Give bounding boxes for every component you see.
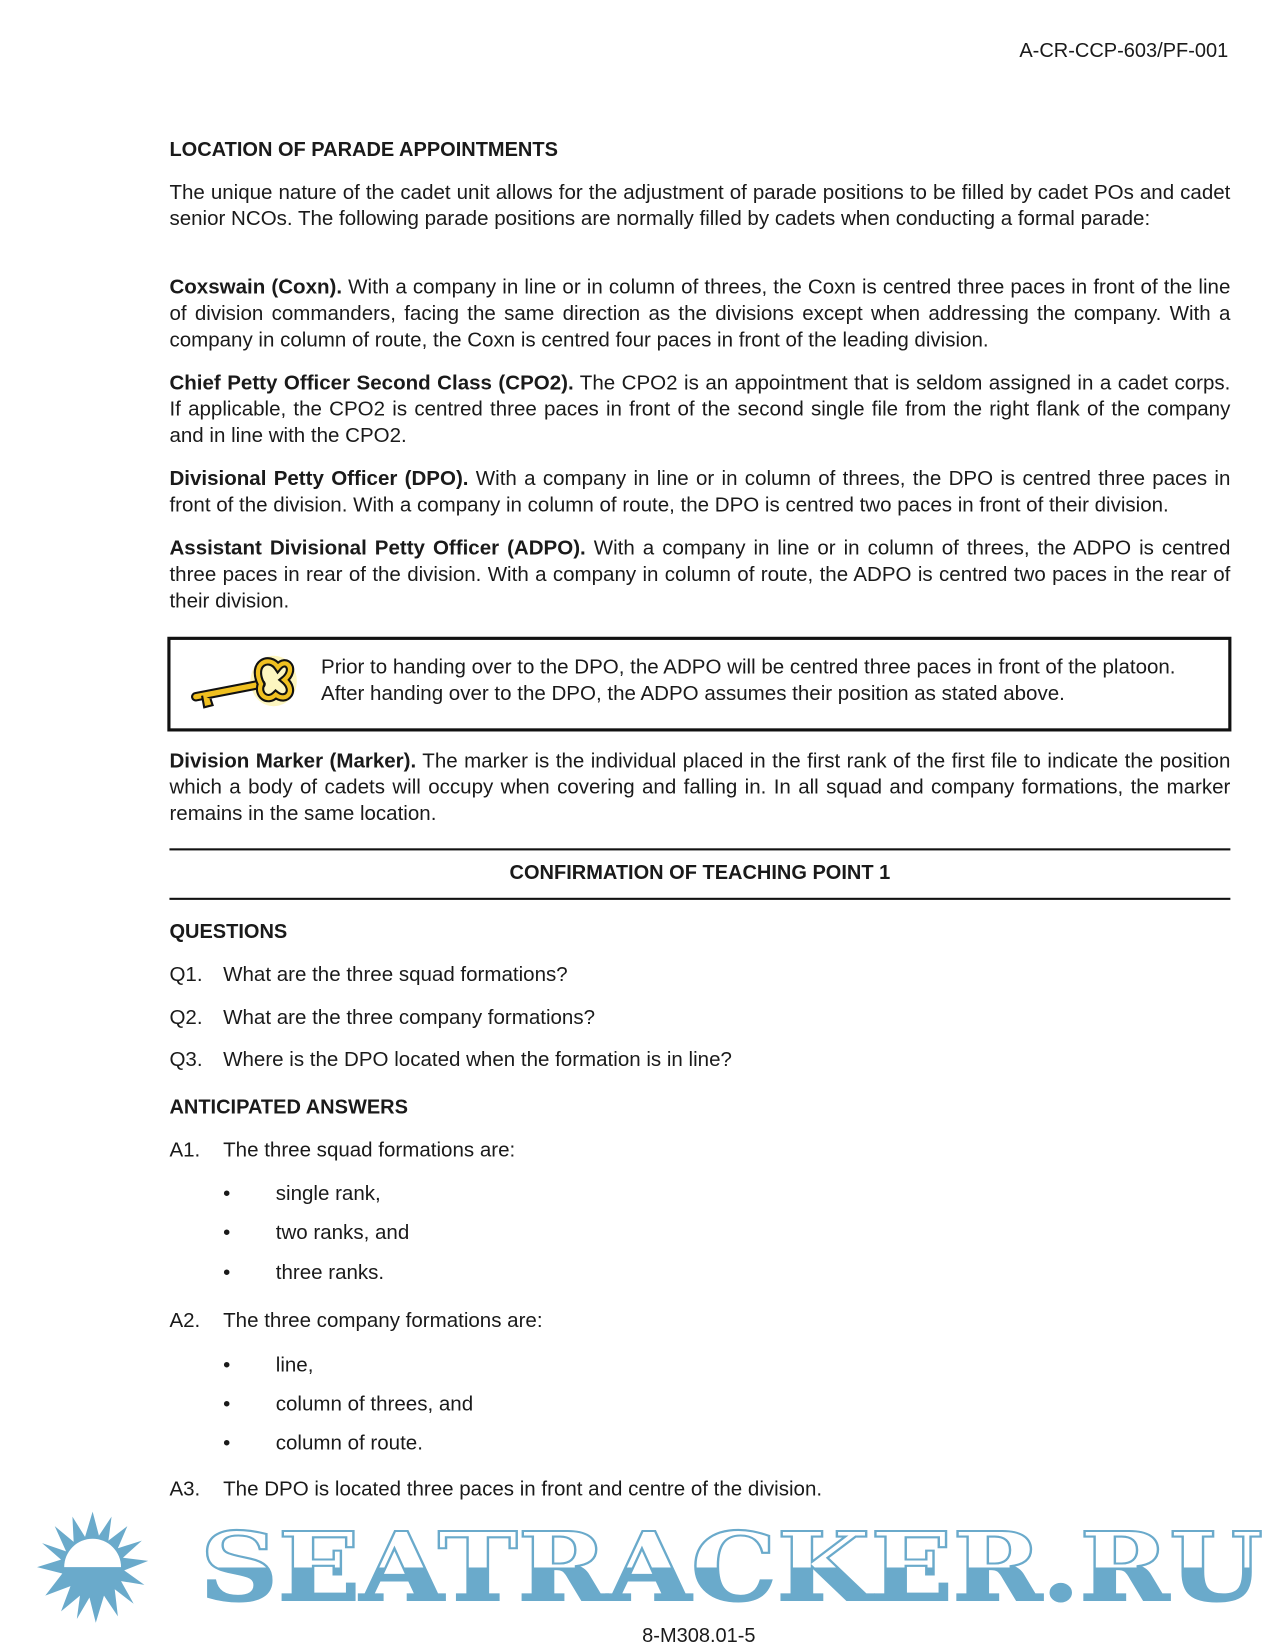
term: Coxswain (Coxn). bbox=[169, 275, 343, 299]
bullet: • bbox=[223, 1431, 231, 1455]
question-text: What are the three squad formations? bbox=[223, 963, 568, 987]
desc: The marker is the individual placed in the first rank of the first file to indicate the position which a body of cadets will occupy when covering and falling in. In all squad and company formations, the marker remains in the same location. bbox=[169, 749, 1231, 826]
sun-icon bbox=[37, 1512, 148, 1623]
divider bbox=[169, 848, 1230, 850]
answer-label: A2. bbox=[169, 1309, 201, 1333]
questions-heading: QUESTIONS bbox=[169, 920, 288, 944]
answer-text: The three squad formations are: bbox=[223, 1138, 516, 1162]
bullet-text: two ranks, and bbox=[275, 1220, 410, 1245]
intro-paragraph: The unique nature of the cadet unit allows for the adjustment of parade positions to be filled by cadet POs and cadet senior NCOs. The following parade positions are normally filled by cadets when conducting a formal parade: bbox=[169, 181, 1231, 231]
bullet: • bbox=[223, 1181, 231, 1206]
question-label: Q1. bbox=[169, 963, 203, 987]
bullet-text: single rank, bbox=[275, 1181, 381, 1206]
key-note-line: After handing over to the DPO, the ADPO assumes their position as stated above. bbox=[321, 682, 1065, 706]
question-text: Where is the DPO located when the formation is in line? bbox=[223, 1048, 732, 1072]
bullet-text: line, bbox=[275, 1353, 314, 1377]
watermark-text: SEATRACKER.RU bbox=[199, 1511, 1264, 1623]
section-heading: LOCATION OF PARADE APPOINTMENTS bbox=[169, 138, 558, 162]
divider bbox=[169, 898, 1230, 900]
term: Divisional Petty Officer (DPO). bbox=[169, 467, 469, 491]
marker-paragraph bbox=[169, 748, 1230, 827]
answer-label: A3. bbox=[169, 1477, 201, 1501]
term: Assistant Divisional Petty Officer (ADPO). bbox=[169, 536, 586, 560]
question-label: Q3. bbox=[169, 1048, 203, 1072]
term: Division Marker (Marker). bbox=[169, 749, 417, 773]
key-note-line: Prior to handing over to the DPO, the ADPO will be centred three paces in front of the platoon. bbox=[321, 655, 1176, 679]
bullet: • bbox=[223, 1220, 231, 1245]
adpo-paragraph bbox=[169, 536, 1230, 615]
bullet: • bbox=[223, 1353, 231, 1377]
answers-heading: ANTICIPATED ANSWERS bbox=[169, 1096, 408, 1119]
confirmation-heading: CONFIRMATION OF TEACHING POINT 1 bbox=[509, 861, 891, 885]
question-label: Q2. bbox=[169, 1006, 203, 1030]
bullet-text: column of threes, and bbox=[275, 1392, 474, 1416]
key-note-box bbox=[167, 637, 1231, 732]
page-number: 8-M308.01-5 bbox=[642, 1625, 756, 1648]
coxn-paragraph bbox=[169, 275, 1230, 354]
watermark-logo bbox=[0, 1509, 1284, 1625]
cpo2-paragraph bbox=[169, 370, 1230, 449]
watermark bbox=[0, 1509, 1284, 1631]
answer-text: The three company formations are: bbox=[223, 1309, 543, 1333]
term: Chief Petty Officer Second Class (CPO2). bbox=[169, 371, 574, 395]
bullet-text: column of route. bbox=[275, 1431, 423, 1455]
desc: The CPO2 is an appointment that is seldom assigned in a cadet corps. If applicable, the CPO2 is centred three paces in front of the second single file from the right flank of the company and in line with the CPO2. bbox=[169, 371, 1231, 448]
bullet-text: three ranks. bbox=[275, 1260, 385, 1285]
bullet: • bbox=[223, 1392, 231, 1416]
bullet: • bbox=[223, 1260, 231, 1285]
answer-text: The DPO is located three paces in front and centre of the division. bbox=[223, 1477, 823, 1501]
desc: With a company in line or in column of threes, the Coxn is centred three paces in front of the line of division commanders, facing the same direction as the divisions except when addressing the company. With a company in column of route, the Coxn is centred four paces in front of the leading division. bbox=[169, 275, 1231, 352]
document-id: A-CR-CCP-603/PF-001 bbox=[1019, 39, 1229, 63]
dpo-paragraph bbox=[169, 466, 1230, 519]
desc: With a company in line or in column of threes, the DPO is centred three paces in front of the division. With a company in column of route, the DPO is centred two paces in front of their division. bbox=[169, 467, 1231, 517]
question-text: What are the three company formations? bbox=[223, 1006, 596, 1030]
key-icon bbox=[187, 653, 303, 722]
key-note-text bbox=[321, 655, 1176, 708]
answer-label: A1. bbox=[169, 1138, 201, 1162]
desc: With a company in line or in column of threes, the ADPO is centred three paces in rear of the division. With a company in column of route, the ADPO is centred two paces in the rear of their division. bbox=[169, 536, 1231, 613]
